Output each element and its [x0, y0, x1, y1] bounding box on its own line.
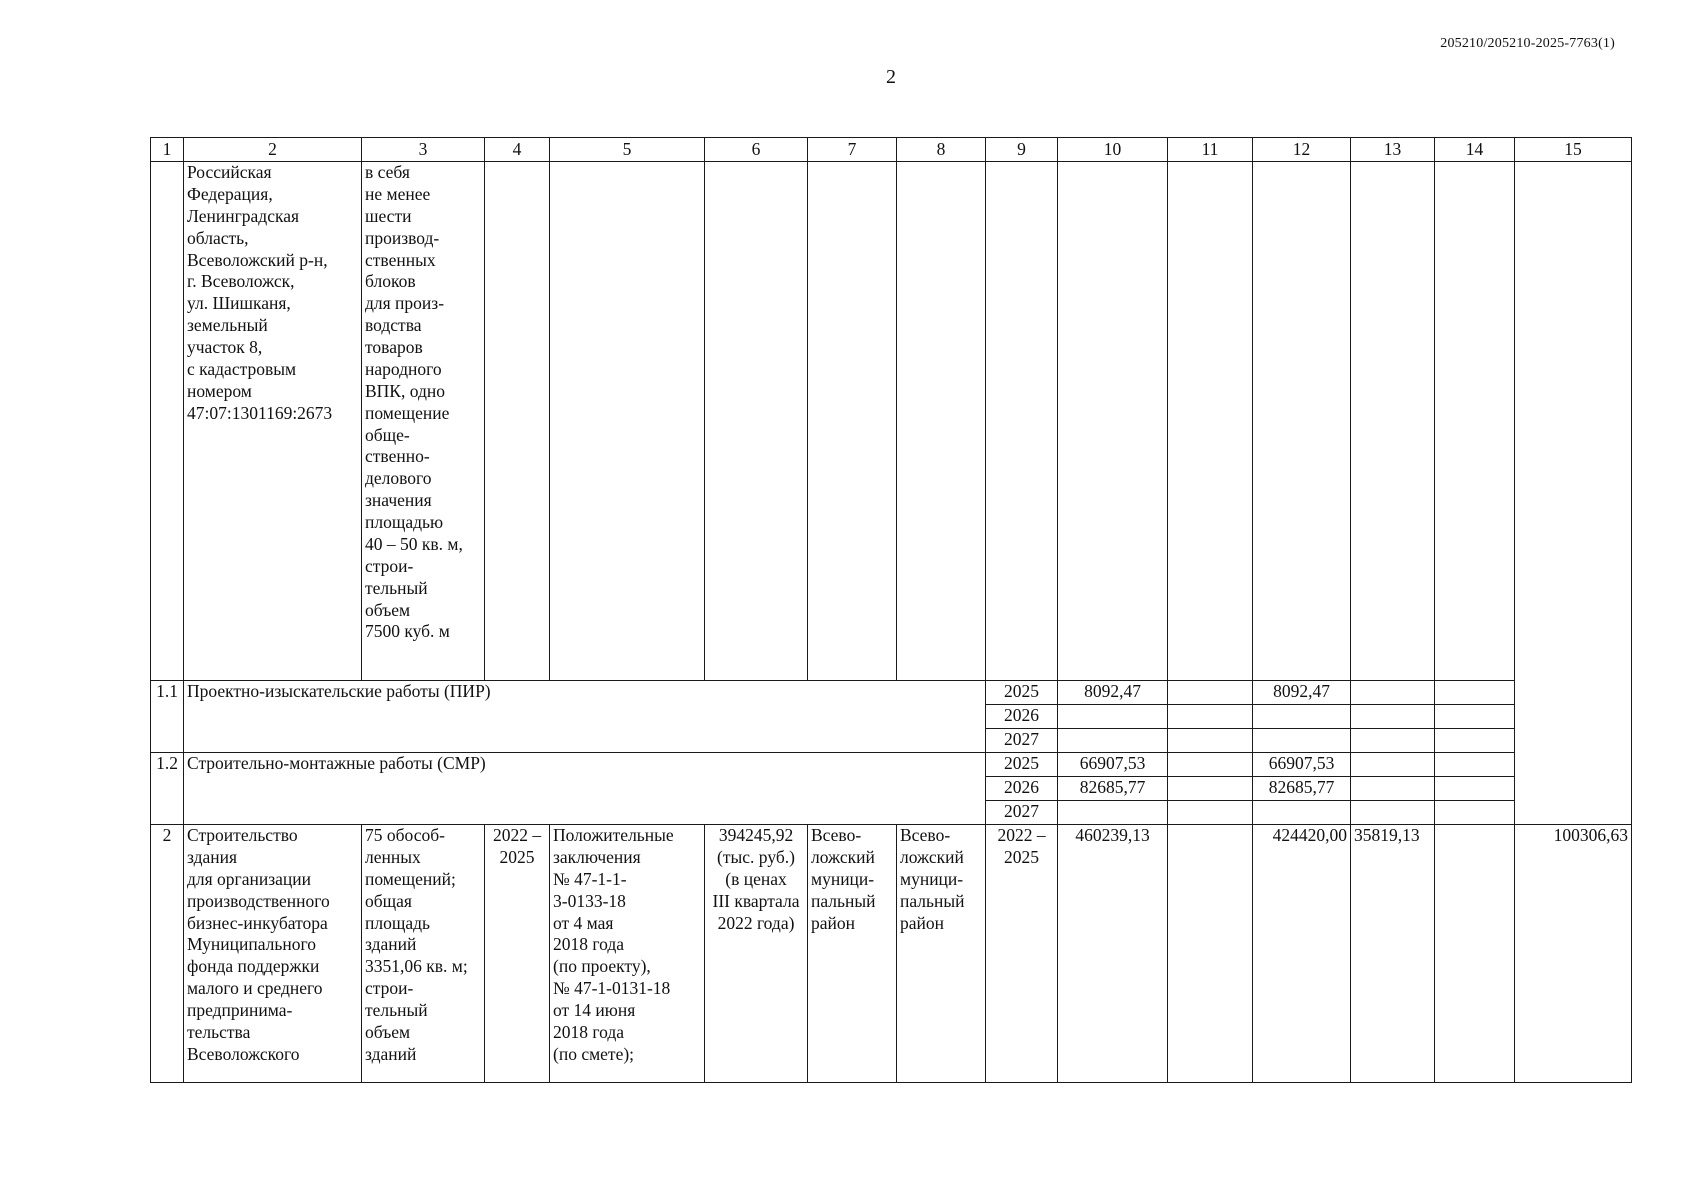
column-header: 10: [1058, 138, 1168, 162]
work-type-cell: Проектно-изыскательские работы (ПИР): [184, 681, 986, 753]
amount-cell: [1168, 825, 1253, 1083]
column-header: 7: [808, 138, 897, 162]
column-header: 6: [705, 138, 808, 162]
column-header: 3: [362, 138, 485, 162]
table-cell: [1351, 777, 1435, 801]
table-cell: [1435, 681, 1515, 705]
amount-cell: 82685,77: [1058, 777, 1168, 801]
table-cell: [705, 162, 808, 681]
row-number-cell: 2: [151, 825, 184, 1083]
table-cell: [1435, 162, 1515, 681]
table-row: [151, 825, 1632, 1083]
table-cell: [1515, 705, 1632, 729]
table-cell: [1168, 705, 1253, 729]
amount-cell: [1058, 729, 1168, 753]
column-header: 1: [151, 138, 184, 162]
table-cell: [1351, 729, 1435, 753]
amount-cell: [1435, 825, 1515, 1083]
amount-cell: 82685,77: [1253, 777, 1351, 801]
object-name-cell: Строительство здания для организации производственного бизнес-инкубатора Муниципального фонда поддержки малого и среднего предпринима- тельства Всеволожского: [184, 825, 362, 1083]
period-cell: 2022 – 2025: [986, 825, 1058, 1083]
amount-cell: 8092,47: [1058, 681, 1168, 705]
row-number-cell: 1.2: [151, 753, 184, 825]
table-cell: [1435, 729, 1515, 753]
table-cell: [1515, 729, 1632, 753]
column-header: 15: [1515, 138, 1632, 162]
table-row: [151, 753, 1632, 777]
column-header: 11: [1168, 138, 1253, 162]
object-capacity-cell: в себя не менее шести производ- ственных блоков для произ- водства товаров народного ВПК, одно помещение обще- ственно- делового значения площадью 40 – 50 кв. м, строи- тельный объем 7500 куб. м: [362, 162, 485, 681]
table-cell: [1168, 729, 1253, 753]
table-cell: [1351, 681, 1435, 705]
year-cell: 2027: [986, 801, 1058, 825]
table-cell: [1351, 705, 1435, 729]
table-cell: [151, 162, 184, 681]
year-cell: 2025: [986, 681, 1058, 705]
amount-cell: [1253, 705, 1351, 729]
row-number-cell: 1.1: [151, 681, 184, 753]
amount-cell: [1058, 801, 1168, 825]
table-cell: [808, 162, 897, 681]
work-type-cell: Строительно-монтажные работы (СМР): [184, 753, 986, 825]
year-cell: 2026: [986, 777, 1058, 801]
column-header: 14: [1435, 138, 1515, 162]
document-id: 205210/205210-2025-7763(1): [1440, 36, 1615, 51]
table-cell: [1168, 801, 1253, 825]
table-cell: [1515, 753, 1632, 777]
expertise-cell: Положительные заключения № 47-1-1- 3-0133-18 от 4 мая 2018 года (по проекту), № 47-1-0131-18 от 14 июня 2018 года (по смете);: [550, 825, 705, 1083]
table-cell: [1058, 162, 1168, 681]
amount-cell: 35819,13: [1351, 825, 1435, 1083]
table-row: [151, 162, 1632, 681]
column-numbers-row: [151, 138, 1632, 162]
table-cell: [1515, 162, 1632, 681]
table-cell: [1351, 801, 1435, 825]
column-header: 2: [184, 138, 362, 162]
table-cell: [1515, 681, 1632, 705]
amount-cell: 424420,00: [1253, 825, 1351, 1083]
amount-cell: [1253, 729, 1351, 753]
column-header: 8: [897, 138, 986, 162]
table-cell: [1435, 753, 1515, 777]
table-cell: [1168, 162, 1253, 681]
period-cell: 2022 – 2025: [485, 825, 550, 1083]
amount-cell: 66907,53: [1058, 753, 1168, 777]
column-header: 13: [1351, 138, 1435, 162]
table-cell: [1168, 777, 1253, 801]
object-address-cell: Российская Федерация, Ленинградская область, Всеволожский р-н, г. Всеволожск, ул. Шишканя, земельный участок 8, с кадастровым номером 47:07:1301169:2673: [184, 162, 362, 681]
amount-cell: [1253, 801, 1351, 825]
table-cell: [550, 162, 705, 681]
year-cell: 2027: [986, 729, 1058, 753]
table-cell: [1351, 162, 1435, 681]
object-capacity-cell: 75 обособ- ленных помещений; общая площадь зданий 3351,06 кв. м; строи- тельный объем зданий: [362, 825, 485, 1083]
table-cell: [1435, 777, 1515, 801]
cost-cell: 394245,92 (тыс. руб.) (в ценах III квартала 2022 года): [705, 825, 808, 1083]
column-header: 12: [1253, 138, 1351, 162]
table-cell: [485, 162, 550, 681]
table-row: [151, 681, 1632, 705]
table-cell: [1351, 753, 1435, 777]
column-header: 9: [986, 138, 1058, 162]
page-number: 2: [886, 66, 896, 88]
table-cell: [1435, 705, 1515, 729]
amount-cell: [1058, 705, 1168, 729]
investment-table: [150, 137, 1632, 1083]
amount-cell: 8092,47: [1253, 681, 1351, 705]
amount-cell: 460239,13: [1058, 825, 1168, 1083]
customer-cell: Всево- ложский муници- пальный район: [808, 825, 897, 1083]
column-header: 5: [550, 138, 705, 162]
table-cell: [1435, 801, 1515, 825]
table-cell: [1168, 681, 1253, 705]
table-cell: [1253, 162, 1351, 681]
recipient-cell: Всево- ложский муници- пальный район: [897, 825, 986, 1083]
amount-cell: 100306,63: [1515, 825, 1632, 1083]
amount-cell: 66907,53: [1253, 753, 1351, 777]
table-cell: [1515, 801, 1632, 825]
table-cell: [986, 162, 1058, 681]
table-cell: [897, 162, 986, 681]
table-cell: [1515, 777, 1632, 801]
year-cell: 2025: [986, 753, 1058, 777]
column-header: 4: [485, 138, 550, 162]
year-cell: 2026: [986, 705, 1058, 729]
table-cell: [1168, 753, 1253, 777]
